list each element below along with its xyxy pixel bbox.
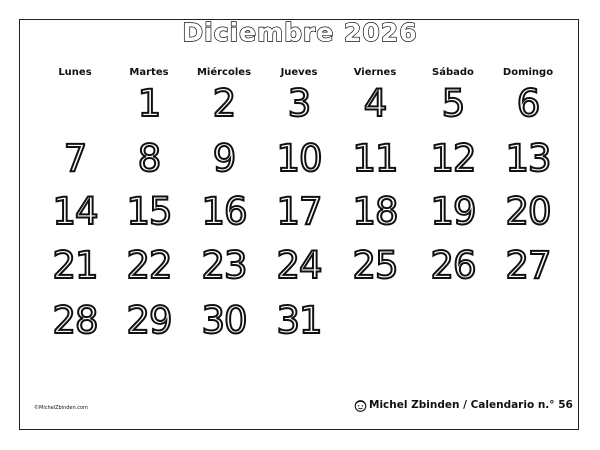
- day-cell: 29: [126, 299, 172, 342]
- weekday-saturday: Sábado: [432, 67, 474, 78]
- face-icon: [354, 399, 367, 412]
- weekday-thursday: Jueves: [280, 67, 318, 78]
- day-cell: 18: [352, 190, 398, 233]
- calendar-title: Diciembre 2026: [182, 18, 418, 47]
- weekday-monday: Lunes: [58, 67, 92, 78]
- day-cell: 17: [276, 190, 322, 233]
- day-cell: 20: [505, 190, 551, 233]
- day-cell: 6: [516, 82, 540, 125]
- day-cell: 3: [287, 82, 311, 125]
- day-cell: 31: [276, 299, 322, 342]
- day-cell: 11: [352, 137, 398, 180]
- day-cell: 7: [63, 137, 87, 180]
- day-cell: 28: [52, 299, 98, 342]
- website-credit: ©MichelZbinden.com: [34, 405, 88, 411]
- weekday-sunday: Domingo: [502, 67, 554, 78]
- day-cell: 30: [201, 299, 247, 342]
- day-cell: 23: [201, 244, 247, 287]
- day-cell: 16: [201, 190, 247, 233]
- day-cell: 26: [430, 244, 476, 287]
- day-cell: 25: [352, 244, 398, 287]
- day-cell: 2: [212, 82, 236, 125]
- day-cell: 15: [126, 190, 172, 233]
- day-cell: 13: [505, 137, 551, 180]
- day-cell: 1: [137, 82, 161, 125]
- day-cell: 24: [276, 244, 322, 287]
- day-cell: 19: [430, 190, 476, 233]
- day-cell: 21: [52, 244, 98, 287]
- day-cell: 4: [363, 82, 387, 125]
- weekday-friday: Viernes: [353, 67, 397, 78]
- day-cell: 12: [430, 137, 476, 180]
- weekday-wednesday: Miércoles: [196, 67, 252, 78]
- author-credit: [354, 398, 573, 412]
- weekday-tuesday: Martes: [129, 67, 169, 78]
- day-cell: 9: [212, 137, 236, 180]
- day-cell: 14: [52, 190, 98, 233]
- day-cell: 27: [505, 244, 551, 287]
- credit-text: Michel Zbinden / Calendario n.° 56: [369, 399, 573, 411]
- day-cell: 22: [126, 244, 172, 287]
- day-cell: 8: [137, 137, 161, 180]
- day-cell: 10: [276, 137, 322, 180]
- day-cell: 5: [441, 82, 465, 125]
